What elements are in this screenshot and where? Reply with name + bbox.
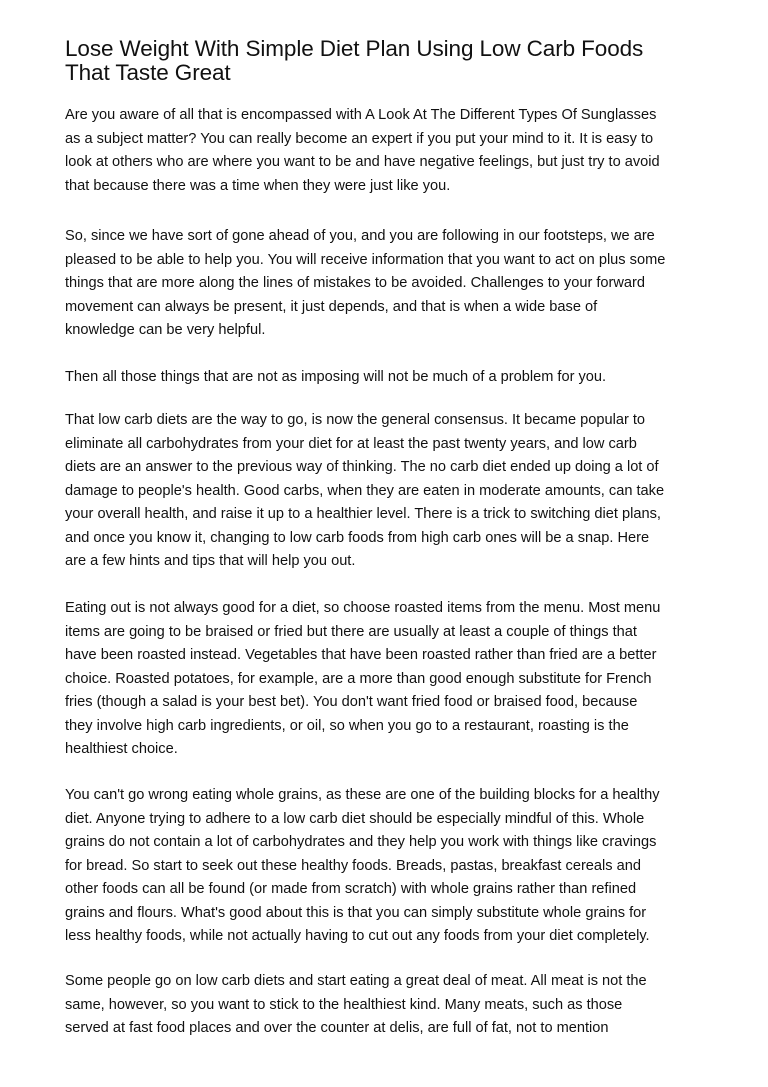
text-line: less healthy foods, while not actually having to cut out any foods from your diet completely. xyxy=(65,928,650,944)
text-line: Then all those things that are not as imposing will not be much of a problem for you. xyxy=(65,369,607,385)
paragraph-2 xyxy=(65,225,665,343)
text-line: things that are more along the lines of mistakes to be avoided. Challenges to your forward xyxy=(65,275,646,291)
text-line: That low carb diets are the way to go, is now the general consensus. It became popular to xyxy=(65,412,646,428)
text-line: eliminate all carbohydrates from your diet for at least the past twenty years, and low carb xyxy=(65,435,637,452)
text-line: Eating out is not always good for a diet, so choose roasted items from the menu. Most menu xyxy=(65,600,661,616)
title-line: That Taste Great xyxy=(65,59,231,85)
paragraph-5 xyxy=(65,597,660,762)
text-line: other foods can all be found (or made from scratch) with whole grains rather than refined xyxy=(65,881,637,897)
text-line: movement can always be present, it just depends, and that is when a wide base of xyxy=(65,298,598,315)
text-line: grains and flours. What's good about this is that you can simply substitute whole grains for xyxy=(65,904,647,921)
text-line: Some people go on low carb diets and start eating a great deal of meat. All meat is not the xyxy=(65,973,647,989)
text-line: they involve high carb ingredients, or oil, so when you go to a restaurant, roasting is the xyxy=(65,717,629,734)
text-line: have been roasted instead. Vegetables that have been roasted rather than fried are a better xyxy=(65,647,657,663)
text-line: choice. Roasted potatoes, for example, are a more than good enough substitute for French xyxy=(65,670,652,687)
paragraph-6 xyxy=(65,784,660,949)
text-line: pleased to be able to help you. You will receive information that you want to act on plus some xyxy=(65,251,666,268)
text-line: for bread. So start to seek out these healthy foods. Breads, pastas, breakfast cereals and xyxy=(65,857,641,874)
text-line: So, since we have sort of gone ahead of you, and you are following in our footsteps, we are xyxy=(65,228,655,244)
paragraph-1 xyxy=(65,104,660,198)
text-line: healthiest choice. xyxy=(65,741,178,757)
document-title xyxy=(65,37,715,84)
text-line: Are you aware of all that is encompassed with A Look At The Different Types Of Sunglasses xyxy=(65,107,657,123)
text-line: that because there was a time when they were just like you. xyxy=(65,177,451,194)
text-line: grains do not contain a lot of carbohydrates and they help you work with things like cravings xyxy=(65,834,657,850)
text-line: fries (though a salad is your best bet). You don't want fried food or braised food, because xyxy=(65,694,638,710)
text-line: are a few hints and tips that will help you out. xyxy=(65,553,356,569)
title-line: Lose Weight With Simple Diet Plan Using Low Carb Foods xyxy=(65,36,644,61)
text-line: as a subject matter? You can really become an expert if you put your mind to it. It is easy to xyxy=(65,130,654,147)
paragraph-3 xyxy=(65,366,606,390)
text-line: diets are an answer to the previous way of thinking. The no carb diet ended up doing a lot of xyxy=(65,459,659,475)
text-line: knowledge can be very helpful. xyxy=(65,322,266,338)
text-line: and once you know it, changing to low carb foods from high carb ones will be a snap. Here xyxy=(65,529,650,546)
text-line: items are going to be braised or fried but there are usually at least a couple of things that xyxy=(65,623,637,640)
document-page xyxy=(65,0,715,1036)
text-line: your overall health, and raise it up to a healthier level. There is a trick to switching diet plans, xyxy=(65,506,661,522)
text-line: diet. Anyone trying to adhere to a low carb diet should be especially mindful of this. Whole xyxy=(65,810,645,827)
text-line: same, however, so you want to stick to the healthiest kind. Many meats, such as those xyxy=(65,996,623,1013)
text-line: look at others who are where you want to be and have negative feelings, but just try to avoid xyxy=(65,154,660,170)
paragraph-4 xyxy=(65,409,664,574)
text-line: damage to people's health. Good carbs, when they are eaten in moderate amounts, can take xyxy=(65,482,665,499)
paragraph-7 xyxy=(65,970,647,1041)
text-line: served at fast food places and over the counter at delis, are full of fat, not to mention xyxy=(65,1020,609,1036)
text-line: You can't go wrong eating whole grains, as these are one of the building blocks for a healthy xyxy=(65,787,660,803)
